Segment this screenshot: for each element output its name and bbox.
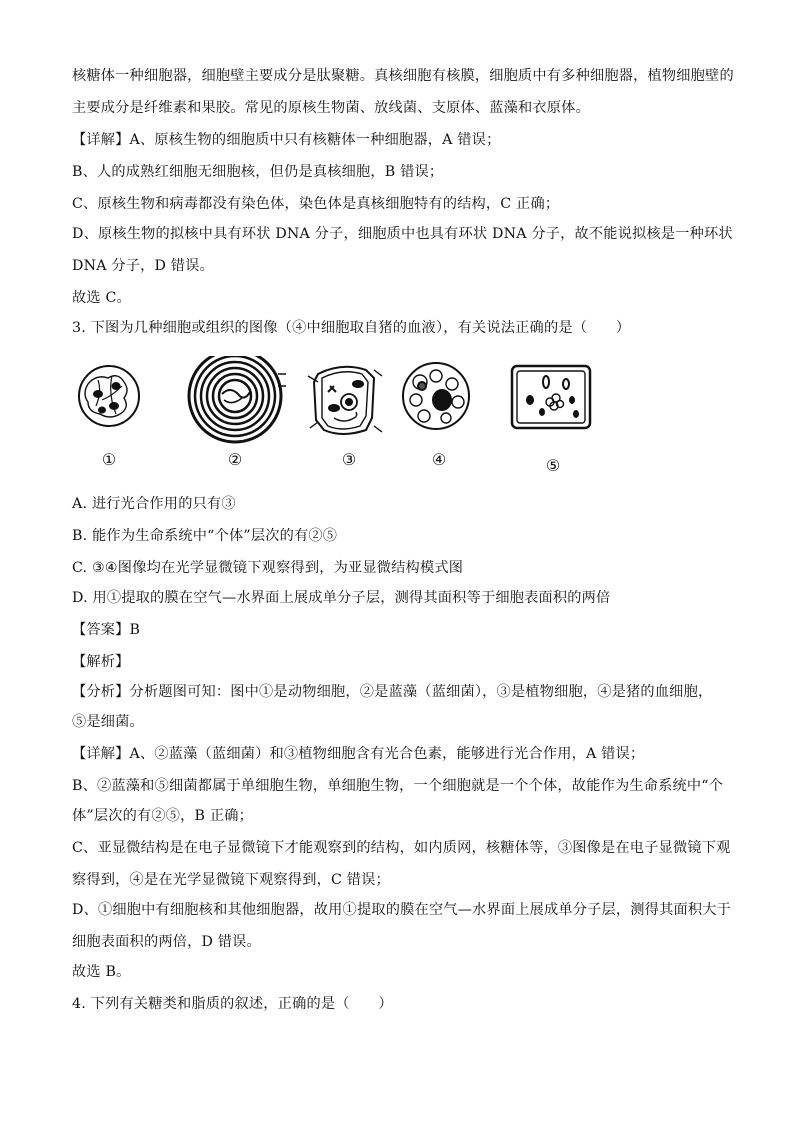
text-line: 故选 B。 bbox=[72, 964, 131, 980]
question-4-stem: 4. 下列有关糖类和脂质的叙述，正确的是（ ） bbox=[72, 996, 393, 1012]
option-d: D. 用①提取的膜在空气—水界面上展成单分子层，测得其面积等于细胞表面积的两倍 bbox=[72, 590, 611, 606]
answer: 【答案】B bbox=[72, 622, 141, 638]
option-a: A. 进行光合作用的只有③ bbox=[72, 496, 236, 512]
bacteria-slide-drawing bbox=[512, 366, 590, 428]
plant-cell-drawing bbox=[308, 367, 382, 434]
text-line: C、原核生物和病毒都没有染色体，染色体是真核细胞特有的结构，C 正确； bbox=[72, 196, 560, 212]
question-3-stem: 3. 下图为几种细胞或组织的图像（④中细胞取自猪的血液），有关说法正确的是（ ） bbox=[72, 320, 631, 336]
text-line: 体”层次的有②⑤，B 正确； bbox=[72, 808, 254, 824]
text-line: 【分析】分析题图可知：图中①是动物细胞，②是蓝藻（蓝细菌），③是植物细胞，④是猪的血细胞， bbox=[72, 684, 713, 700]
text-line: 【详解】A、②蓝藻（蓝细菌）和③植物细胞含有光合色素，能够进行光合作用，A 错误； bbox=[72, 746, 645, 762]
figure-label-4: ④ bbox=[431, 450, 447, 469]
figure-label-1: ① bbox=[101, 450, 117, 469]
text-line: 故选 C。 bbox=[72, 290, 131, 306]
text-line: D、①细胞中有细胞核和其他细胞器，故用①提取的膜在空气—水界面上展成单分子层，测得其面积大于 bbox=[72, 902, 732, 918]
text-line: ⑤是细菌。 bbox=[72, 714, 144, 730]
text-line: 察得到，④是在光学显微镜下观察得到，C 错误； bbox=[72, 872, 390, 888]
analysis-heading: 【解析】 bbox=[72, 654, 130, 670]
text-line: 主要成分是纤维素和果胶。常见的原核生物菌、放线菌、支原体、蓝藻和衣原体。 bbox=[72, 100, 590, 116]
text-line: 【详解】A、原核生物的细胞质中只有核糖体一种细胞器，A 错误； bbox=[72, 132, 501, 148]
cell-figure bbox=[72, 356, 632, 476]
option-c: C. ③④图像均在光学显微镜下观察得到，为亚显微结构模式图 bbox=[72, 560, 464, 576]
cyanobacterium-drawing bbox=[189, 356, 286, 442]
text-line: B、②蓝藻和⑤细菌都属于单细胞生物，单细胞生物，一个细胞就是一个个体，故能作为生命系统中“个 bbox=[72, 778, 724, 794]
figure-label-3: ③ bbox=[341, 450, 357, 469]
text-line: B、人的成熟红细胞无细胞核，但仍是真核细胞，B 错误； bbox=[72, 164, 444, 180]
text-line: D、原核生物的拟核中具有环状 DNA 分子，细胞质中也具有环状 DNA 分子，故不能说拟核是一种环状 bbox=[72, 226, 733, 242]
figure-label-5: ⑤ bbox=[545, 456, 561, 475]
text-line: 核糖体一种细胞器，细胞壁主要成分是肽聚糖。真核细胞有核膜，细胞质中有多种细胞器，植物细胞壁的 bbox=[72, 68, 734, 84]
text-line: C、亚显微结构是在电子显微镜下才能观察到的结构，如内质网，核糖体等，③图像是在电子显微镜下观 bbox=[72, 840, 731, 856]
text-line: 细胞表面积的两倍，D 错误。 bbox=[72, 934, 261, 950]
text-line: DNA 分子，D 错误。 bbox=[72, 258, 214, 274]
figure-label-2: ② bbox=[227, 450, 243, 469]
option-b: B. 能作为生命系统中“个体”层次的有②⑤ bbox=[72, 528, 338, 544]
blood-smear-drawing bbox=[403, 363, 469, 429]
animal-tissue-drawing bbox=[79, 366, 139, 426]
